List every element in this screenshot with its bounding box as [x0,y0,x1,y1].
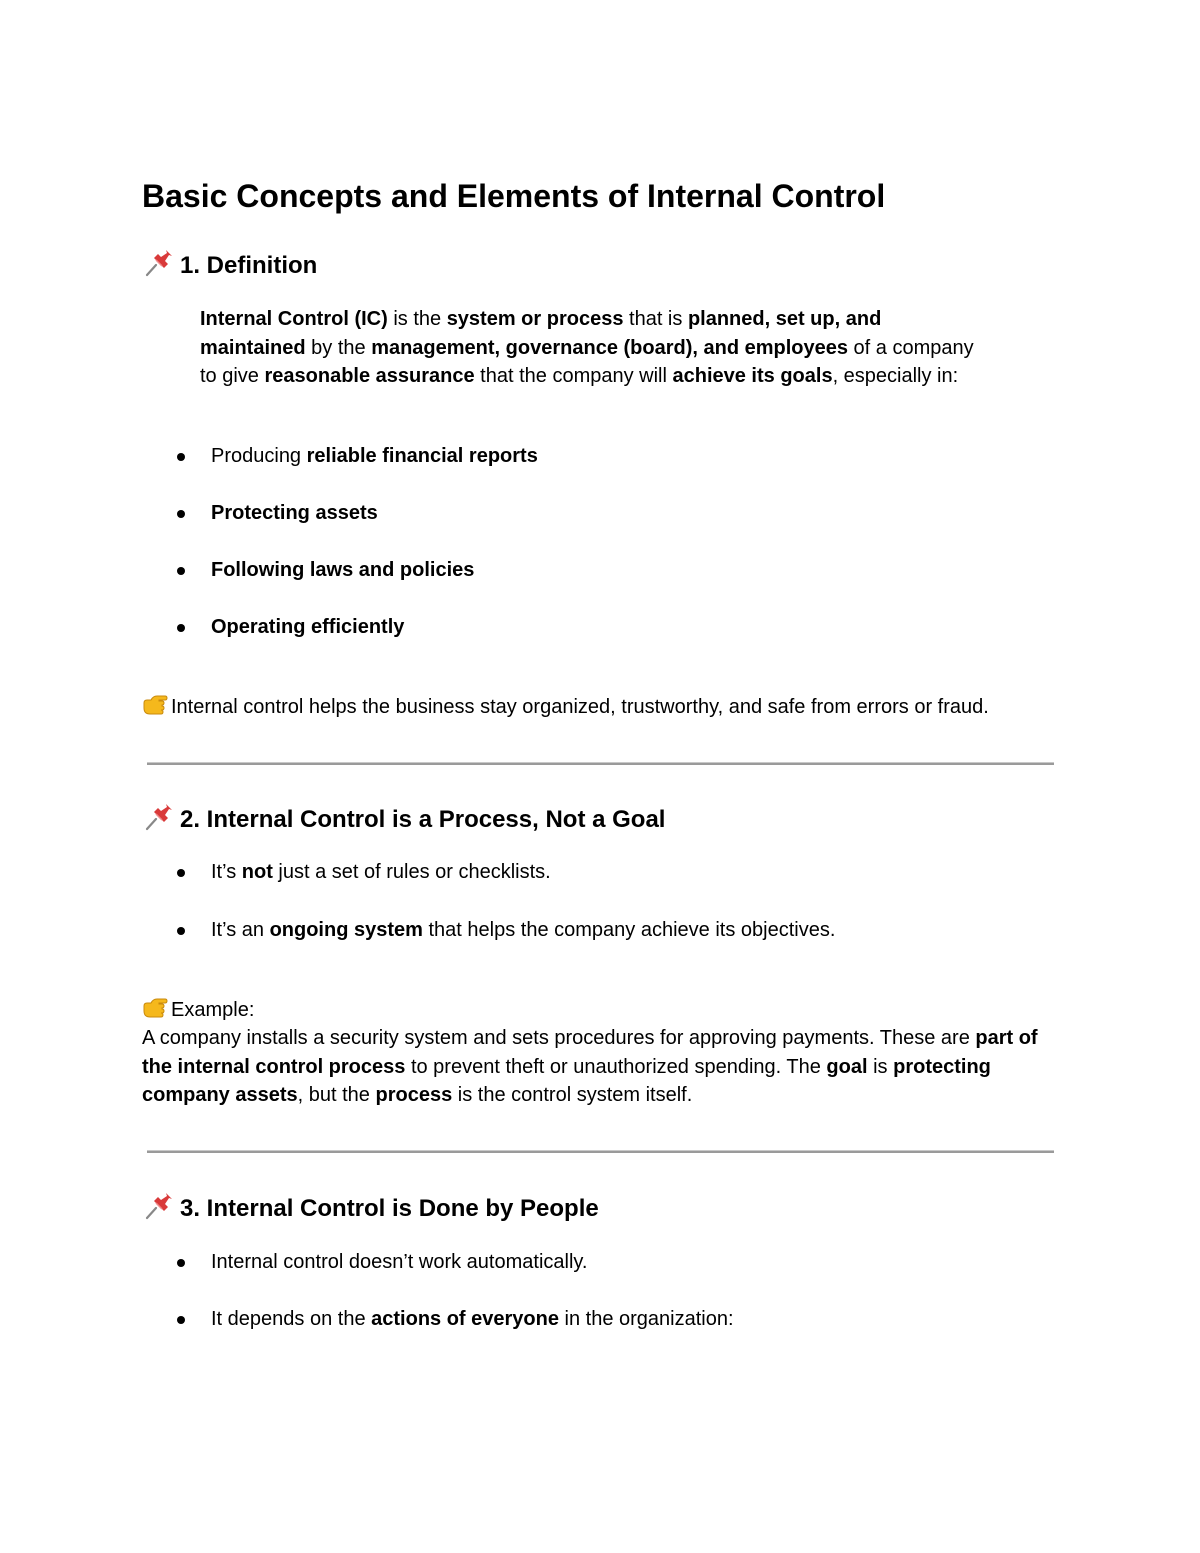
para-text: of a company to give [200,336,974,387]
para-text: , but the [297,1084,376,1106]
document-title: Basic Concepts and Elements of Internal Control [142,178,886,214]
para-bold: protecting company assets [142,1055,991,1106]
example-label [142,996,254,1025]
list-item-text: Producing [211,445,307,467]
section-divider [147,1150,1054,1153]
list-item [211,1248,587,1276]
example-paragraph [142,1024,1057,1110]
list-item-bold: Following laws and policies [211,559,475,581]
pushpin-icon [142,248,174,278]
list-item-bold: not [241,861,273,883]
example-label-text: Example: [171,999,255,1021]
section-3-heading-text: 3. Internal Control is Done by People [180,1195,599,1222]
para-text: , especially in: [832,365,959,387]
list-item-text: just a set of rules or checklists. [272,861,551,883]
para-text: A company installs a security system and sets procedures for approving payments. These are [142,1027,976,1049]
list-item-bold: Protecting assets [211,502,378,524]
section-3-heading [142,1191,599,1225]
list-item [211,1305,734,1333]
para-text: to prevent theft or unauthorized spending. The [405,1055,827,1078]
term-internal-control: Internal Control (IC) [200,308,388,330]
pushpin-icon [142,802,174,832]
list-item-bold: ongoing system [269,919,423,941]
bullet-dot [177,1316,185,1324]
list-item-text: It’s an [211,919,270,941]
bullet-dot [177,453,185,461]
list-item-text: It’s [211,861,242,883]
list-item-bold: Operating efficiently [211,616,405,638]
section-2-heading-text: 2. Internal Control is a Process, Not a Goal [180,806,666,833]
list-item [211,916,835,944]
list-item-bold: actions of everyone [371,1308,559,1330]
section-1-heading-text: 1. Definition [180,252,318,279]
list-item [211,556,474,584]
pointing-hand-icon [142,694,168,716]
para-bold: reasonable assurance [264,365,475,387]
list-item-text: that helps the company achieve its objectives. [422,919,836,941]
list-item-bold: reliable financial reports [306,445,538,467]
bullet-dot [177,927,185,935]
section-2-heading [142,802,665,836]
para-text: that is [623,308,688,330]
para-text: that the company will [474,365,673,387]
section-1-note [142,693,989,722]
para-bold: part of the internal control process [142,1027,1038,1078]
list-item-text: in the organization: [558,1308,734,1330]
list-item [211,442,538,470]
note-text: Internal control helps the business stay organized, trustworthy, and safe from errors or fraud. [171,696,989,718]
bullet-dot [177,624,185,632]
pushpin-icon [142,1191,174,1221]
bullet-dot [177,567,185,575]
para-bold: goal [826,1055,868,1078]
list-item-text: Internal control doesn’t work automatically. [211,1251,588,1273]
pointing-hand-icon [142,997,168,1019]
list-item [211,858,551,886]
para-text: is the [387,308,447,330]
para-text: is the control system itself. [452,1084,693,1106]
bullet-dot [177,869,185,877]
section-divider [147,762,1054,765]
para-bold: process [375,1084,453,1106]
definition-paragraph [200,305,980,391]
para-text: is [867,1055,894,1078]
list-item [211,613,404,641]
para-text: by the [305,336,372,359]
list-item-text: It depends on the [211,1308,372,1330]
bullet-dot [177,510,185,518]
para-bold: achieve its goals [672,365,833,387]
para-bold: management, governance (board), and employees [371,336,848,359]
list-item [211,499,378,527]
bullet-dot [177,1259,185,1267]
para-bold: system or process [446,308,624,330]
para-bold: planned, set up, and maintained [200,308,882,359]
section-1-heading [142,248,317,282]
